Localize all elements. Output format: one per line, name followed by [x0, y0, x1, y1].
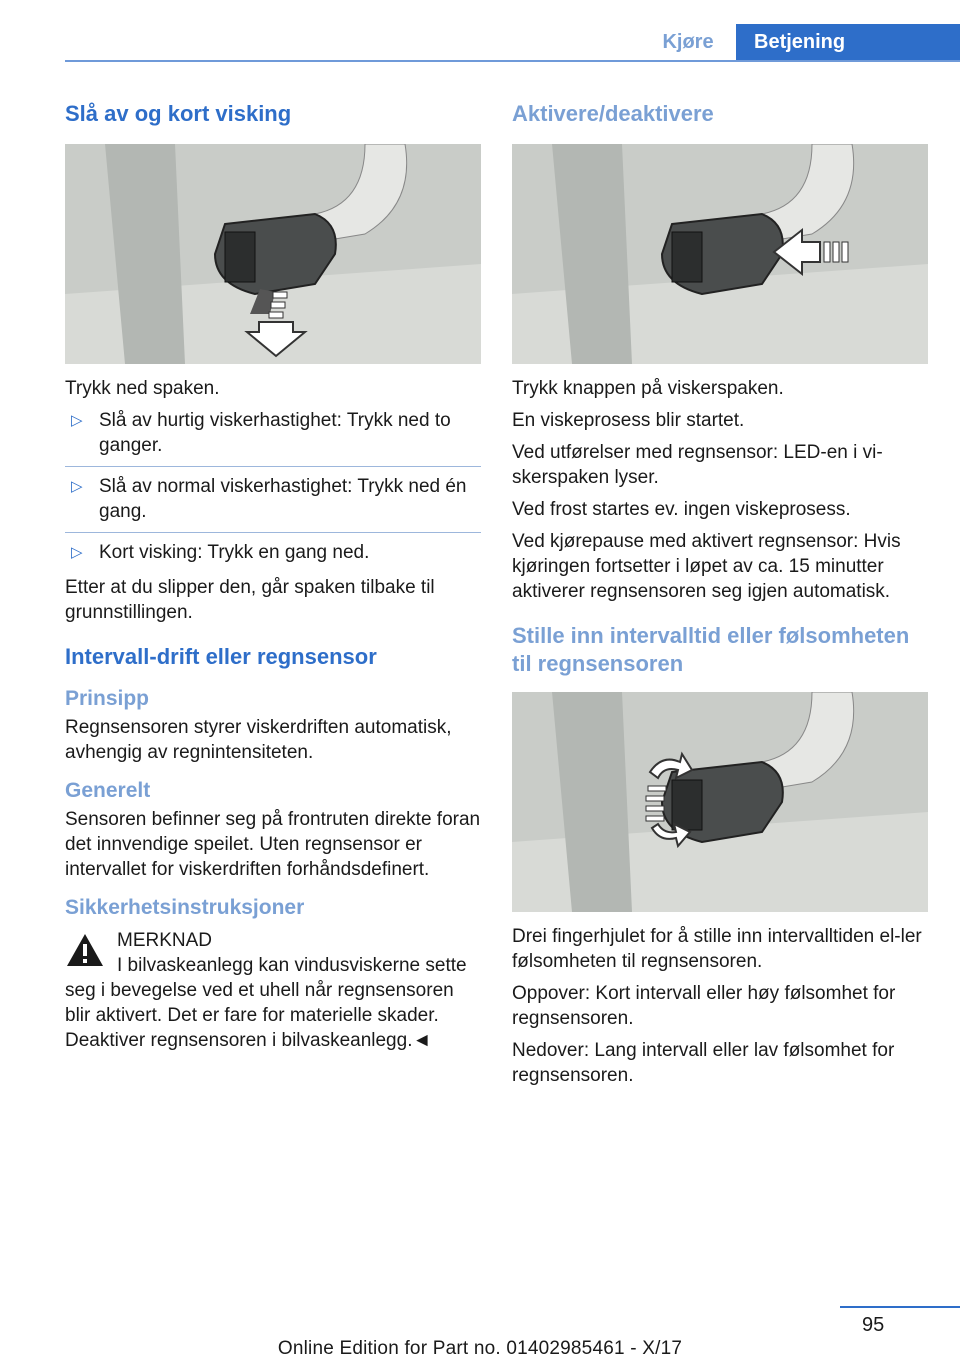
- intro-text: Trykk ned spaken.: [65, 378, 220, 399]
- frost-text: Ved frost startes ev. ingen viskeprosess.: [512, 499, 851, 520]
- subsection-title-generelt: Generelt: [65, 779, 151, 802]
- page-header: [0, 24, 960, 62]
- figure-finger-wheel: [512, 692, 928, 912]
- subsection-title-prinsipp: Prinsipp: [65, 687, 150, 710]
- after-release-text: Etter at du slipper den, går spaken tilbake til grunnstillingen.: [65, 577, 435, 623]
- step-press-button: Trykk knappen på viskerspaken.: [512, 378, 784, 399]
- pause-text: Ved kjørepause med aktivert regnsensor: Hvis kjøringen fortsetter i løpet av ca. 15 minutter aktiverer regnsensoren seg igjen automatisk.: [512, 531, 901, 602]
- triangle-bullet-icon: ▷: [71, 544, 83, 561]
- wheel-instruction: Drei fingerhjulet for å stille inn intervalltiden el-ler følsomheten til regnsensoren.: [512, 926, 922, 972]
- footer-rule: [840, 1306, 960, 1308]
- section-title-aktivere: Aktivere/deaktivere: [512, 101, 714, 126]
- left-column: [65, 100, 481, 1053]
- warning-note: [65, 928, 481, 1053]
- figure-lever-press-down: [65, 144, 481, 364]
- list-item: ▷ Slå av hurtig viskerhastighet: Trykk ned to ganger.: [65, 408, 481, 467]
- edition-footer: Online Edition for Part no. 01402985461 - X/17: [277, 1338, 683, 1359]
- wheel-down-text: Nedover: Lang intervall eller lav følsomhet for regnsensoren.: [512, 1040, 895, 1086]
- wheel-up-text: Oppover: Kort intervall eller høy følsomhet for regnsensoren.: [512, 983, 896, 1029]
- wipe-started-text: En viskeprosess blir startet.: [512, 410, 745, 431]
- section-title-sla-av: Slå av og kort visking: [65, 101, 292, 126]
- right-column: [512, 100, 928, 1095]
- triangle-bullet-icon: ▷: [71, 478, 83, 495]
- section-title-stille-inn: Stille inn intervalltid eller følsomheten til regnsensoren: [512, 623, 910, 676]
- warning-triangle-icon: [65, 932, 105, 968]
- triangle-bullet-icon: ▷: [71, 412, 83, 429]
- warning-label: MERKNAD: [117, 930, 213, 951]
- instruction-list: [65, 408, 481, 569]
- chapter-tab-betjening[interactable]: Betjening: [736, 24, 960, 60]
- generelt-text: Sensoren befinner seg på frontruten direkte foran det innvendige speilet. Uten regnsensor er intervallet for viskerdriften forhåndsdefinert.: [65, 809, 481, 880]
- led-text: Ved utførelser med regnsensor: LED-en i vi-skerspaken lyser.: [512, 442, 883, 488]
- page-number: 95: [862, 1314, 885, 1336]
- warning-text: I bilvaskeanlegg kan vindusviskerne sette seg i bevegelse ved et uhell når regnsensoren blir aktivert. Det er fare for materielle skader. Deaktiver regnsensoren i bilvaskeanlegg.◄: [65, 955, 467, 1051]
- chapter-tab-kjore[interactable]: Kjøre: [662, 31, 714, 53]
- figure-lever-button-press: [512, 144, 928, 364]
- list-item: ▷ Kort visking: Trykk en gang ned.: [71, 542, 370, 563]
- header-rule: [65, 60, 960, 62]
- list-item: ▷ Slå av normal viskerhastighet: Trykk ned én gang.: [65, 474, 481, 533]
- subsection-title-sikkerhet: Sikkerhetsinstruksjoner: [65, 896, 305, 919]
- section-title-intervall: Intervall-drift eller regnsensor: [65, 644, 377, 669]
- prinsipp-text: Regnsensoren styrer viskerdriften automatisk, avhengig av regnintensiteten.: [65, 717, 452, 763]
